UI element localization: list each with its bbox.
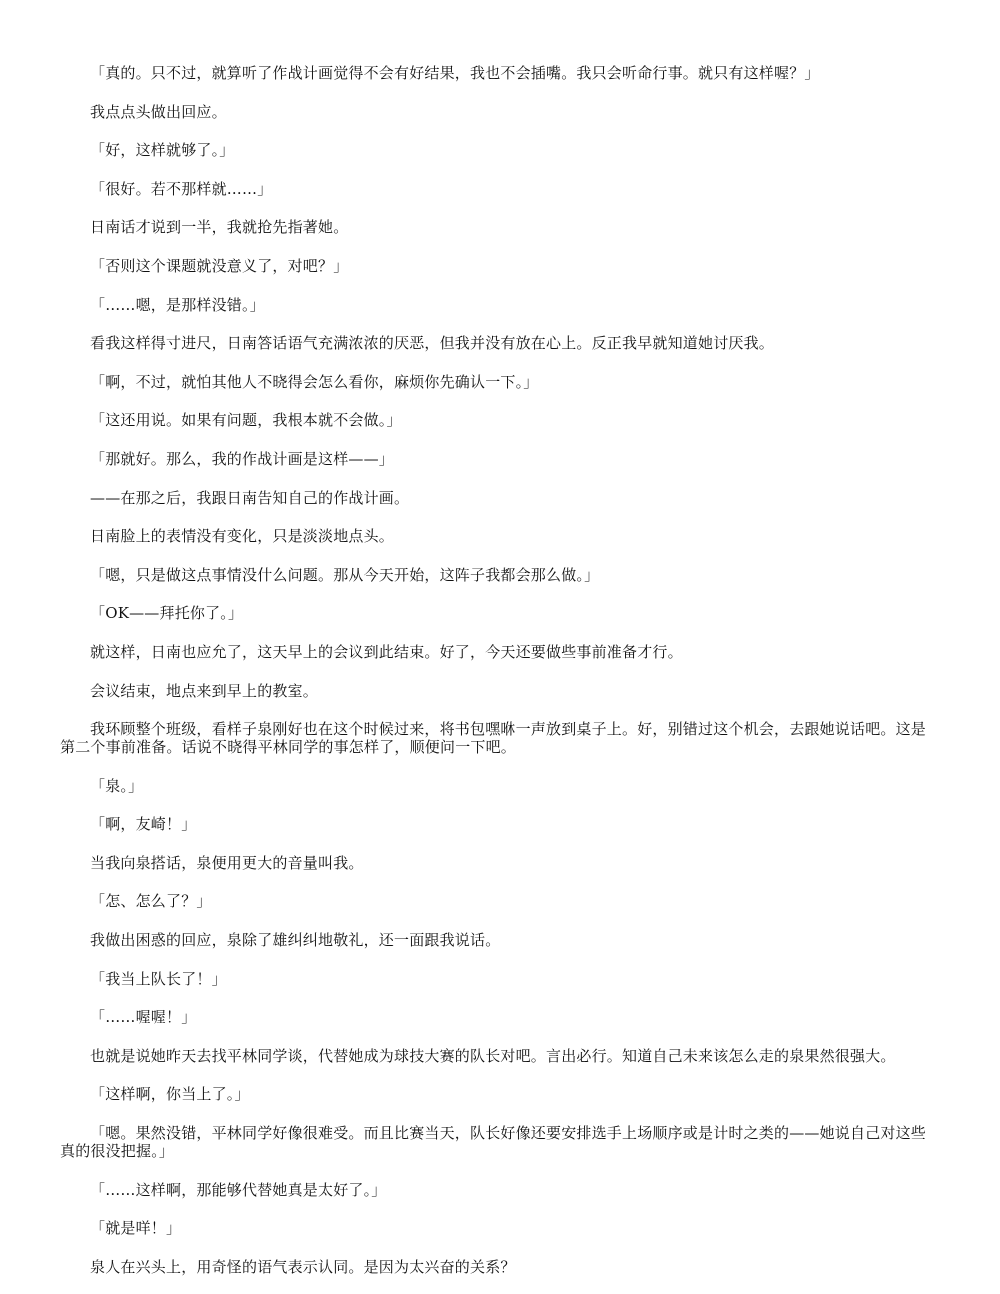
- paragraph: 会议结束，地点来到早上的教室。: [90, 681, 319, 700]
- paragraph: 日南话才说到一半，我就抢先指著她。: [90, 218, 349, 237]
- paragraph: 「……这样啊，那能够代替她真是太好了。」: [90, 1180, 387, 1199]
- paragraph: 「啊，不过，就怕其他人不晓得会怎么看你，麻烦你先确认一下。」: [90, 372, 539, 391]
- paragraph: 泉人在兴头上，用奇怪的语气表示认同。是因为太兴奋的关系？: [90, 1257, 516, 1276]
- paragraph: 「很好。若不那样就……」: [90, 179, 273, 198]
- paragraph: 「否则这个课题就没意义了，对吧？」: [90, 256, 349, 275]
- paragraph: 「OK——拜托你了。」: [90, 604, 244, 623]
- paragraph: 「这样啊，你当上了。」: [90, 1085, 250, 1104]
- paragraph: 「嗯，只是做这点事情没什么问题。那从今天开始，这阵子我都会那么做。」: [90, 565, 600, 584]
- paragraph: 看我这样得寸进尺，日南答话语气充满浓浓的厌恶，但我并没有放在心上。反正我早就知道她讨厌我。: [90, 334, 775, 353]
- paragraph: 「那就好。那么，我的作战计画是这样——」: [90, 449, 395, 468]
- paragraph: 我点点头做出回应。: [90, 102, 227, 121]
- paragraph: 「嗯。果然没错，平林同学好像很难受。而且比赛当天，队长好像还要安排选手上场顺序或是计时之类的——她说自己对这些真的很没把握。」: [60, 1124, 927, 1161]
- paragraph: 「啊，友崎！」: [90, 815, 197, 834]
- paragraph: ——在那之后，我跟日南告知自己的作战计画。: [90, 488, 410, 507]
- paragraph: 日南脸上的表情没有变化，只是淡淡地点头。: [90, 527, 395, 546]
- paragraph: 「这还用说。如果有问题，我根本就不会做。」: [90, 411, 402, 430]
- paragraph: 「……喔喔！」: [90, 1008, 197, 1027]
- paragraph: 就这样，日南也应允了，这天早上的会议到此结束。好了，今天还要做些事前准备才行。: [90, 642, 683, 661]
- paragraph: 我做出困惑的回应，泉除了雄纠纠地敬礼，还一面跟我说话。: [90, 931, 501, 950]
- paragraph: 「就是咩！」: [90, 1219, 182, 1238]
- paragraph: 「我当上队长了！」: [90, 969, 227, 988]
- paragraph: 「怎、怎么了？」: [90, 892, 212, 911]
- paragraph: 「真的。只不过，就算听了作战计画觉得不会有好结果，我也不会插嘴。我只会听命行事。就只有这样喔？」: [90, 64, 820, 82]
- paragraph: 也就是说她昨天去找平林同学谈，代替她成为球技大赛的队长对吧。言出必行。知道自己未来该怎么走的泉果然很强大。: [90, 1046, 896, 1065]
- paragraph: 「好，这样就够了。」: [90, 141, 235, 160]
- paragraph: 当我向泉搭话，泉便用更大的音量叫我。: [90, 853, 364, 872]
- paragraph: 我环顾整个班级，看样子泉刚好也在这个时候过来，将书包嘿咻一声放到桌子上。好，别错过这个机会，去跟她说话吧。这是第二个事前准备。话说不晓得平林同学的事怎样了，顺便问一下吧。: [60, 720, 927, 757]
- paragraph: 「……嗯，是那样没错。」: [90, 295, 265, 314]
- paragraph: 「泉。」: [90, 776, 144, 795]
